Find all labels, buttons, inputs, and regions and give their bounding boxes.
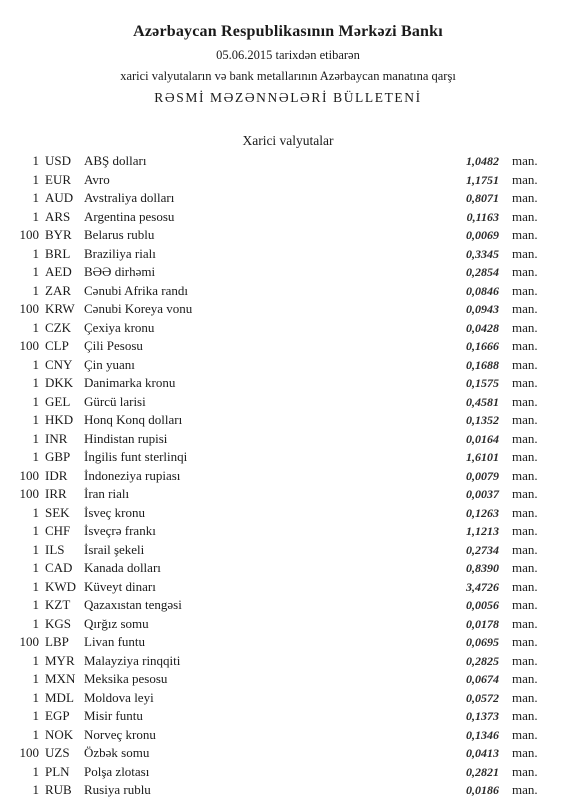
exchange-rate-cell: 0,0428 xyxy=(466,320,499,335)
unit-cell: man. xyxy=(512,486,538,501)
table-row xyxy=(0,189,576,208)
table-row xyxy=(0,208,576,227)
currency-name-cell: Çili Pesosu xyxy=(84,338,143,353)
exchange-rate-cell: 1,6101 xyxy=(466,450,499,464)
nominal-cell: 1 xyxy=(32,560,39,575)
unit-cell: man. xyxy=(512,671,538,686)
exchange-rate-cell: 1,1751 xyxy=(466,172,499,187)
currency-name-cell: İngilis funt sterlinqi xyxy=(84,449,188,464)
exchange-rate-cell: 0,0413 xyxy=(466,746,499,760)
currency-name-cell: Belarus rublu xyxy=(84,227,155,242)
currency-code-cell: GEL xyxy=(45,393,71,409)
nominal-cell: 1 xyxy=(32,652,39,668)
currency-name-cell: Gürcü larisi xyxy=(84,393,146,409)
currency-code-cell: BYR xyxy=(45,227,72,242)
nominal-cell: 100 xyxy=(19,301,39,316)
currency-name-cell: İsveç kronu xyxy=(84,504,146,520)
table-row xyxy=(0,171,576,190)
nominal-cell: 1 xyxy=(32,430,39,446)
exchange-rate-cell: 0,8071 xyxy=(466,191,499,205)
unit-cell: man. xyxy=(512,190,538,205)
currency-code-cell: EGP xyxy=(45,708,70,723)
exchange-rate-cell: 1,0482 xyxy=(466,154,499,168)
unit-cell: man. xyxy=(512,356,538,372)
unit-cell: man. xyxy=(512,245,538,261)
currency-name-cell: Kanada dolları xyxy=(84,560,161,575)
nominal-cell: 1 xyxy=(32,375,39,390)
exchange-rate-cell: 0,0056 xyxy=(466,598,499,612)
unit-cell: man. xyxy=(512,689,538,705)
unit-cell: man. xyxy=(512,449,538,464)
exchange-rate-cell: 0,0846 xyxy=(466,283,499,298)
unit-cell: man. xyxy=(512,652,538,668)
nominal-cell: 1 xyxy=(32,393,39,409)
nominal-cell: 1 xyxy=(32,171,39,187)
table-row xyxy=(0,226,576,245)
bulletin-heading: RƏSMİ MƏZƏNNƏLƏRİ BÜLLETENİ xyxy=(154,90,422,105)
table-row xyxy=(0,578,576,597)
currency-name-cell: Cənubi Koreya vonu xyxy=(84,301,193,316)
exchange-rate-cell: 0,1263 xyxy=(466,505,499,520)
currency-code-cell: CNY xyxy=(45,356,73,372)
currency-code-cell: AUD xyxy=(45,190,74,205)
unit-cell: man. xyxy=(512,745,538,760)
currency-name-cell: Braziliya rialı xyxy=(84,245,156,261)
currency-code-cell: MXN xyxy=(45,671,76,686)
table-row xyxy=(0,652,576,671)
currency-name-cell: İsrail şekeli xyxy=(84,541,145,557)
table-row xyxy=(0,393,576,412)
currency-code-cell: SEK xyxy=(45,504,70,520)
nominal-cell: 1 xyxy=(32,412,39,427)
table-row xyxy=(0,707,576,726)
currency-name-cell: Qırğız somu xyxy=(84,615,149,631)
currency-code-cell: LBP xyxy=(45,634,69,649)
table-row xyxy=(0,337,576,356)
table-row xyxy=(0,282,576,301)
exchange-rate-cell: 0,2825 xyxy=(466,653,499,668)
currency-code-cell: CAD xyxy=(45,560,73,575)
unit-cell: man. xyxy=(512,523,538,538)
unit-cell: man. xyxy=(512,393,538,409)
currency-name-cell: Hindistan rupisi xyxy=(84,430,168,446)
nominal-cell: 1 xyxy=(32,597,39,612)
unit-cell: man. xyxy=(512,171,538,187)
currency-name-cell: Çin yuanı xyxy=(84,356,135,372)
table-row xyxy=(0,504,576,523)
exchange-rate-cell: 0,0164 xyxy=(466,431,499,446)
nominal-cell: 1 xyxy=(32,782,39,797)
currency-name-cell: Argentina pesosu xyxy=(84,208,175,224)
nominal-cell: 1 xyxy=(32,319,39,335)
unit-cell: man. xyxy=(512,782,538,797)
unit-cell: man. xyxy=(512,708,538,723)
exchange-rate-cell: 0,2734 xyxy=(466,542,499,557)
table-row xyxy=(0,245,576,264)
table-row xyxy=(0,689,576,708)
nominal-cell: 100 xyxy=(19,486,39,501)
currency-code-cell: ILS xyxy=(45,541,65,557)
currency-name-cell: Honq Konq dolları xyxy=(84,412,183,427)
unit-cell: man. xyxy=(512,282,538,298)
nominal-cell: 1 xyxy=(32,190,39,205)
table-row xyxy=(0,356,576,375)
unit-cell: man. xyxy=(512,597,538,612)
nominal-cell: 1 xyxy=(32,245,39,261)
currency-name-cell: Cənubi Afrika randı xyxy=(84,282,188,298)
table-row xyxy=(0,374,576,393)
currency-name-cell: Misir funtu xyxy=(84,708,143,723)
currency-code-cell: KGS xyxy=(45,615,72,631)
nominal-cell: 1 xyxy=(32,264,39,279)
currency-code-cell: HKD xyxy=(45,412,74,427)
exchange-rate-cell: 0,0069 xyxy=(466,228,499,242)
currency-code-cell: IDR xyxy=(45,467,68,483)
exchange-rate-cell: 0,3345 xyxy=(466,246,499,261)
nominal-cell: 1 xyxy=(32,504,39,520)
table-row xyxy=(0,467,576,486)
table-row xyxy=(0,615,576,634)
nominal-cell: 1 xyxy=(32,449,39,464)
nominal-cell: 1 xyxy=(32,708,39,723)
currency-name-cell: BƏƏ dirhəmi xyxy=(84,264,156,279)
nominal-cell: 1 xyxy=(32,726,39,742)
currency-code-cell: NOK xyxy=(45,726,74,742)
exchange-rate-cell: 0,1666 xyxy=(466,339,499,353)
table-row xyxy=(0,485,576,504)
table-row xyxy=(0,263,576,282)
currency-code-cell: ZAR xyxy=(45,282,71,298)
bank-title: Azərbaycan Respublikasının Mərkəzi Bankı xyxy=(133,23,443,40)
unit-cell: man. xyxy=(512,153,538,168)
exchange-rate-cell: 0,0695 xyxy=(466,635,499,649)
nominal-cell: 1 xyxy=(32,208,39,224)
table-row xyxy=(0,670,576,689)
unit-cell: man. xyxy=(512,763,538,779)
unit-cell: man. xyxy=(512,375,538,390)
nominal-cell: 1 xyxy=(32,541,39,557)
nominal-cell: 1 xyxy=(32,356,39,372)
currency-name-cell: İran rialı xyxy=(84,486,130,501)
table-row xyxy=(0,300,576,319)
unit-cell: man. xyxy=(512,578,538,594)
table-row xyxy=(0,744,576,763)
exchange-rate-cell: 1,1213 xyxy=(466,524,499,538)
currency-code-cell: KRW xyxy=(45,301,75,316)
exchange-rate-cell: 0,0572 xyxy=(466,690,499,705)
unit-cell: man. xyxy=(512,634,538,649)
currency-name-cell: Avro xyxy=(84,171,110,187)
exchange-rate-cell: 0,0178 xyxy=(466,616,499,631)
unit-cell: man. xyxy=(512,338,538,353)
exchange-rate-cell: 0,4581 xyxy=(466,394,499,409)
currency-code-cell: EUR xyxy=(45,171,71,187)
unit-cell: man. xyxy=(512,301,538,316)
effective-date: 05.06.2015 tarixdən etibarən xyxy=(216,48,360,62)
exchange-rate-cell: 0,0186 xyxy=(466,783,499,797)
nominal-cell: 1 xyxy=(32,671,39,686)
currency-code-cell: BRL xyxy=(45,245,71,261)
table-row xyxy=(0,726,576,745)
unit-cell: man. xyxy=(512,264,538,279)
unit-cell: man. xyxy=(512,430,538,446)
unit-cell: man. xyxy=(512,467,538,483)
unit-cell: man. xyxy=(512,227,538,242)
exchange-rate-cell: 0,1346 xyxy=(466,727,499,742)
exchange-rate-cell: 0,0037 xyxy=(466,487,499,501)
table-row xyxy=(0,781,576,800)
currency-code-cell: PLN xyxy=(45,763,70,779)
unit-cell: man. xyxy=(512,412,538,427)
table-row xyxy=(0,430,576,449)
exchange-rate-cell: 0,8390 xyxy=(466,561,499,575)
currency-code-cell: CLP xyxy=(45,338,69,353)
exchange-rate-cell: 0,1688 xyxy=(466,357,499,372)
section-title: Xarici valyutalar xyxy=(242,133,334,148)
currency-name-cell: Malayziya rinqqiti xyxy=(84,652,181,668)
exchange-rate-cell: 0,1575 xyxy=(466,376,499,390)
table-row xyxy=(0,522,576,541)
table-row xyxy=(0,152,576,171)
table-row xyxy=(0,448,576,467)
currency-code-cell: DKK xyxy=(45,375,74,390)
currency-name-cell: Norveç kronu xyxy=(84,726,156,742)
currency-name-cell: İsveçrə frankı xyxy=(84,523,156,538)
currency-code-cell: KWD xyxy=(45,578,77,594)
unit-cell: man. xyxy=(512,541,538,557)
currency-name-cell: Qazaxıstan tengəsi xyxy=(84,597,182,612)
unit-cell: man. xyxy=(512,208,538,224)
unit-cell: man. xyxy=(512,615,538,631)
currency-code-cell: INR xyxy=(45,430,68,446)
exchange-rate-cell: 0,0943 xyxy=(466,302,499,316)
currency-code-cell: MDL xyxy=(45,689,74,705)
unit-cell: man. xyxy=(512,560,538,575)
table-row xyxy=(0,559,576,578)
currency-code-cell: CHF xyxy=(45,523,71,538)
nominal-cell: 1 xyxy=(32,523,39,538)
exchange-rate-cell: 0,0674 xyxy=(466,672,499,686)
nominal-cell: 100 xyxy=(19,634,39,649)
nominal-cell: 1 xyxy=(32,615,39,631)
table-row xyxy=(0,319,576,338)
table-row xyxy=(0,411,576,430)
currency-name-cell: Küveyt dinarı xyxy=(84,578,156,594)
unit-cell: man. xyxy=(512,726,538,742)
currency-name-cell: ABŞ dolları xyxy=(84,153,147,168)
exchange-rate-cell: 0,0079 xyxy=(466,468,499,483)
exchange-rate-cell: 0,1163 xyxy=(466,209,499,224)
nominal-cell: 1 xyxy=(32,763,39,779)
table-row xyxy=(0,541,576,560)
currency-name-cell: İndoneziya rupiası xyxy=(84,467,181,483)
nominal-cell: 1 xyxy=(32,282,39,298)
currency-code-cell: MYR xyxy=(45,652,75,668)
exchange-rate-cell: 0,2821 xyxy=(466,764,499,779)
currency-code-cell: ARS xyxy=(45,208,71,224)
nominal-cell: 100 xyxy=(19,467,39,483)
nominal-cell: 100 xyxy=(19,227,39,242)
currency-code-cell: CZK xyxy=(45,319,71,335)
nominal-cell: 1 xyxy=(32,578,39,594)
currency-code-cell: KZT xyxy=(45,597,71,612)
table-row xyxy=(0,763,576,782)
unit-cell: man. xyxy=(512,504,538,520)
currency-code-cell: AED xyxy=(45,264,72,279)
currency-code-cell: UZS xyxy=(45,745,70,760)
currency-code-cell: IRR xyxy=(45,486,67,501)
unit-cell: man. xyxy=(512,319,538,335)
currency-code-cell: RUB xyxy=(45,782,72,797)
document-subtitle: xarici valyutaların və bank metallarının Azərbaycan manatına qarşı xyxy=(120,69,456,83)
currency-name-cell: Rusiya rublu xyxy=(84,782,151,797)
table-row xyxy=(0,633,576,652)
currency-code-cell: GBP xyxy=(45,449,71,464)
nominal-cell: 1 xyxy=(32,153,39,168)
exchange-rate-cell: 0,1373 xyxy=(466,709,499,723)
currency-name-cell: Danimarka kronu xyxy=(84,375,176,390)
currency-name-cell: Moldova leyi xyxy=(84,689,154,705)
currency-name-cell: Çexiya kronu xyxy=(84,319,155,335)
currency-name-cell: Polşa zlotası xyxy=(84,763,150,779)
exchange-rate-cell: 0,1352 xyxy=(466,413,499,427)
nominal-cell: 100 xyxy=(19,338,39,353)
currency-code-cell: USD xyxy=(45,153,72,168)
table-row xyxy=(0,596,576,615)
currency-name-cell: Meksika pesosu xyxy=(84,671,168,686)
currency-name-cell: Livan funtu xyxy=(84,634,146,649)
currency-name-cell: Özbək somu xyxy=(84,745,150,760)
exchange-rate-cell: 0,2854 xyxy=(466,265,499,279)
currency-name-cell: Avstraliya dolları xyxy=(84,190,175,205)
exchange-rate-cell: 3,4726 xyxy=(466,579,499,594)
nominal-cell: 100 xyxy=(19,745,39,760)
rates-table xyxy=(0,152,576,800)
nominal-cell: 1 xyxy=(32,689,39,705)
